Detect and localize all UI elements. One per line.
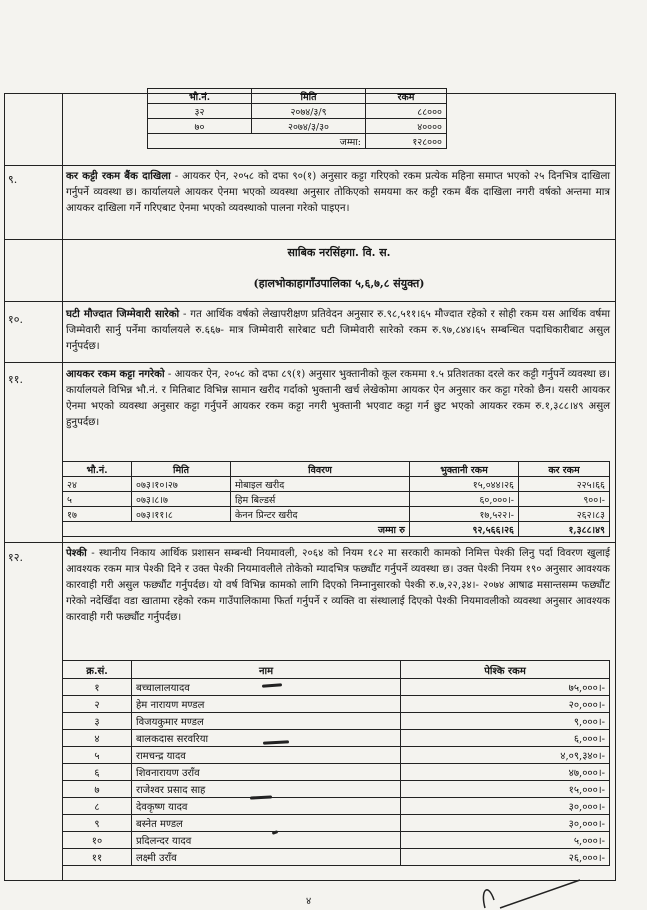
table-row: १ बच्चालालयादव ७५,०००।- bbox=[63, 679, 610, 696]
table-row: ५ ०७३।८।७ हिम बिल्डर्स ६०,०००।- ९००।- bbox=[63, 492, 610, 507]
section-number: १०. bbox=[8, 313, 23, 326]
table-row: ३ विजयकुमार मण्डल ९,०००।- bbox=[63, 713, 610, 730]
row-divider bbox=[4, 542, 616, 543]
table-row: ७० २०७४/३/३० ४०००० bbox=[148, 119, 447, 134]
section-10-paragraph bbox=[66, 306, 610, 355]
signature-mark bbox=[470, 860, 590, 910]
row-divider bbox=[4, 301, 616, 302]
table-row: १७ ०७३।११।८ केनन प्रिन्टर खरीद १७,५२२।- २६२।८३ bbox=[63, 507, 610, 522]
table-total-row: जम्मा रु ९२,५६६।२६ १,३८८।४९ bbox=[63, 522, 610, 537]
section-title: आयकर रकम कट्टा नगरेको bbox=[66, 368, 165, 380]
table-row: ६ शिवनारायण उराँव ४७,०००।- bbox=[63, 764, 610, 781]
section-text: - आयकर ऐन, २०५८ को दफा ९०(१) अनुसार कट्टा गरिएको रकम प्रत्येक महिना समाप्त भएको २५ दिनभित्र दाखिला गर्नुपर्ने व्यवस्था छ। कार्यालयले आयकर ऐनमा भएको व्यवस्था अनुसार तोकिएको समयमा कर कट्टी रकम बैंक दाखिला नगरी वर्षको अन्तमा मात्र आयकर दाखिला गर्ने गरिएबाट ऐनमा भएको व्यवस्थाको पालना गरेको पाइएन। bbox=[66, 171, 610, 214]
row-divider bbox=[4, 239, 616, 240]
section-text: - स्थानीय निकाय आर्थिक प्रशासन सम्बन्धी नियमावली, २०६४ को नियम १८२ मा सरकारी कामको निमित्त पेश्की लिनु पर्दा विवरण खुलाई आवश्यक रकम मात्र पेश्की दिने र उक्त पेश्की नियमावलीले तोकेको म्यादभित्र फछ्यौंट गर्नुपर्ने व्यवस्था छ। उक्त पेश्की नियम १९० अनुसार आवश्यक कारवाही गरी असुल फछ्यौंट गर्नुपर्दछ। यो वर्ष विभिन्न कामको लागि दिएको निम्नानुसारको पेश्की रु.७,२२,३४।- २०७४ आषाढ मसान्तसम्म फछ्यौंट गरेको नदेखिँदा वडा खातामा रहेको रकम गाउँपालिकामा फिर्ता गर्नुपर्ने र व्यक्ति वा संस्थालाई दिएको पेश्की नियमावलीको व्यवस्था अनुसार आवश्यक कारवाही गरी फछ्यौंट गर्नुपर्दछ। bbox=[66, 548, 610, 623]
advance-table: क्र.सं. नाम पेश्कि रकम १ बच्चालालयादव ७५,०००।- २ हेम नारायण मण्डल २०,०००।- ३ विजयकुमार मण्डल ९,०००।- ४ बालकदास सरवरिया ६,०००।- ५ रामचन्द्र यादव ४,०९,३४०।- ६ शिवनारायण उराँव ४७,०००।- ७ राजेश्वर प्रसाद साह १५,०००।- ८ देवकृष्ण यादव ३०,०००।- ९ बस्नेत मण्डल ३०,०००।- १० प्रदिलन्दर यादव ५,०००।- ११ लक्ष्मी उराँव २६,०००।- bbox=[62, 660, 610, 866]
section-title: कर कट्टी रकम बैंक दाखिला bbox=[66, 170, 171, 182]
table-row: ५ रामचन्द्र यादव ४,०९,३४०।- bbox=[63, 747, 610, 764]
section-text: - आयकर ऐन, २०५८ को दफा ८९(१) अनुसार भुक्तानीको कूल रकममा १.५ प्रतिशतका दरले कर कट्टी गर्नुपर्ने व्यवस्था छ। कार्यालयले विभिन्न भौ.नं. र मितिबाट विभिन्न सामान खरीद गर्दाको भुक्तानी खर्च लेखेकोमा आयकर ऐन अनुसार कर कट्टा गरेको छैन। यसरी आयकर ऐनमा भएको व्यवस्था अनुसार कट्टा गर्नुपर्ने आयकर रकम कट्टा नगरी भुक्तानी भएवाट कट्टा गर्न छुट भएको आयकर रकम रु.१,३८८।४९ असुल हुनुपर्दछ। bbox=[66, 369, 610, 428]
section-number: १२. bbox=[8, 551, 23, 564]
table-row: २ हेम नारायण मण्डल २०,०००।- bbox=[63, 696, 610, 713]
table-row: ४ बालकदास सरवरिया ६,०००।- bbox=[63, 730, 610, 747]
table-row: ७ राजेश्वर प्रसाद साह १५,०००।- bbox=[63, 781, 610, 798]
section-title: घटी मौज्दात जिम्मेवारी सारेको bbox=[66, 308, 180, 320]
section-text: - गत आर्थिक वर्षको लेखापरीक्षण प्रतिवेदन अनुसार रु.९८,५११।६५ मौज्दात रहेको र सोही रकम यस आर्थिक वर्षमा जिम्मेवारी सार्नु पर्नेमा कार्यालयले रु.६६७- मात्र जिम्मेवारी सारेबाट घटी जिम्मेवारी सारेको रकम रु.९७,८४४।६५ सम्बन्धित पदाधिकारीबाट असुल गर्नुपर्दछ। bbox=[66, 309, 610, 352]
section-title: पेश्की bbox=[66, 547, 87, 559]
table-row: ११ लक्ष्मी उराँव २६,०००।- bbox=[63, 849, 610, 866]
row-divider bbox=[4, 362, 616, 363]
page-number: ४ bbox=[306, 896, 312, 907]
table-row: ८ देवकृष्ण यादव ३०,०००।- bbox=[63, 798, 610, 815]
table-total-row: जम्मा: १२८००० bbox=[148, 134, 447, 149]
section-number: ११. bbox=[8, 373, 23, 386]
income-tax-table: भौ.नं. मिति विवरण भुक्तानी रकम कर रकम २४ ०७३।१०।२७ मोबाइल खरीद १५,०४४।२६ २२५।६६ ५ ०७३।८।७ हिम बिल्डर्स ६०,०००।- ९००।- १७ ०७३।११।८ केनन प्रिन्टर खरीद १७,५२२।- २६२।८३ जम्मा रु ९२,५६६।२६ १,३८८।४९ bbox=[62, 461, 610, 537]
section-subheading: (हालभोकाहागाँउपालिका ५,६,७,८ संयुक्त) bbox=[253, 277, 425, 290]
col-date: मिति bbox=[252, 89, 366, 104]
table-row: १० प्रदिलन्दर यादव ५,०००।- bbox=[63, 832, 610, 849]
section-11-paragraph bbox=[66, 366, 610, 431]
section-number: ९. bbox=[8, 173, 18, 186]
section-9-paragraph bbox=[66, 168, 610, 217]
section-12-paragraph bbox=[66, 545, 610, 626]
section-heading: साबिक नरसिंहगा. वि. स. bbox=[287, 246, 391, 259]
col-amount: रकम bbox=[366, 89, 447, 104]
row-divider bbox=[4, 165, 616, 166]
table-row: ३२ २०७४/३/९ ८८००० bbox=[148, 104, 447, 119]
table-row: २४ ०७३।१०।२७ मोबाइल खरीद १५,०४४।२६ २२५।६६ bbox=[63, 477, 610, 492]
table-row: ९ बस्नेत मण्डल ३०,०००।- bbox=[63, 815, 610, 832]
col-voucher-no: भौ.नं. bbox=[148, 89, 252, 104]
voucher-table bbox=[147, 88, 447, 149]
